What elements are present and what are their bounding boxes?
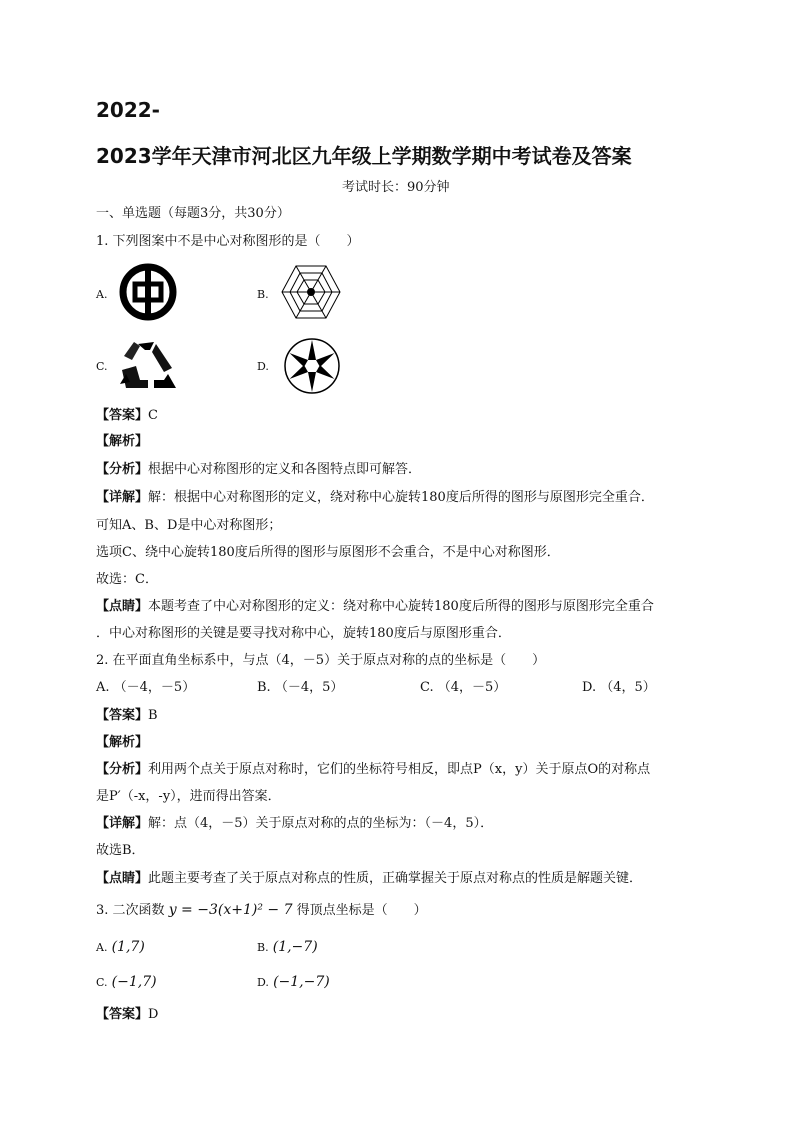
q1-option-c-label: C.	[96, 360, 108, 373]
q1-option-a-label: A.	[96, 288, 108, 301]
q1-analysis-heading: 【解析】	[96, 434, 149, 449]
duration: 考试时长：90分钟	[342, 180, 450, 195]
recycle-triangle-icon	[118, 338, 178, 392]
q3-answer: 【答案】D	[96, 1007, 159, 1022]
q1-answer: 【答案】C	[96, 408, 158, 423]
q1-xiangjie: 【详解】解：根据中心对称图形的定义，绕对称中心旋转180度后所得的图形与原图形完全重合．	[96, 490, 654, 505]
q1-dianjing: 【点睛】本题考查了中心对称图形的定义：绕对称中心旋转180度后所得的图形与原图形完全重合	[96, 599, 654, 614]
q1-fenxi: 【分析】根据中心对称图形的定义和各图特点即可解答．	[96, 462, 422, 477]
q3-stem: 3. 二次函数 y = −3(x+1)² − 7 得顶点坐标是（ ）	[96, 902, 427, 918]
q1-option-d-label: D.	[257, 360, 269, 373]
q3-option-c: C. (−1,7)	[96, 974, 157, 990]
q2-xiangjie: 【详解】解：点（4，－5）关于原点对称的点的坐标为：（－4，5）．	[96, 816, 494, 831]
q2-dianjing: 【点睛】此题主要考查了关于原点对称点的性质，正确掌握关于原点对称点的性质是解题关键．	[96, 871, 643, 886]
q1-dianjing-2: ．中心对称图形的关键是要寻找对称中心，旋转180度后与原图形重合．	[96, 626, 511, 641]
hexagon-web-icon	[280, 264, 342, 320]
section-heading: 一、单选题（每题3分，共30分）	[96, 206, 290, 221]
q3-option-d: D. (−1,−7)	[257, 974, 330, 990]
q2-option-d: D. （4，5）	[582, 680, 656, 695]
q1-option-b-label: B.	[257, 288, 269, 301]
q3-option-a: A. (1,7)	[96, 939, 145, 955]
q1-stem: 1. 下列图案中不是中心对称图形的是（ ）	[96, 234, 360, 249]
q1-line-3: 选项C、绕中心旋转180度后所得的图形与原图形不会重合，不是中心对称图形．	[96, 545, 560, 560]
title-line-1: 2022-	[96, 98, 160, 122]
q1-line-2: 可知A、B、D是中心对称图形；	[96, 518, 282, 533]
q2-option-b: B. （－4，5）	[257, 680, 344, 695]
q2-analysis-heading: 【解析】	[96, 735, 149, 750]
q2-line-2: 故选B．	[96, 843, 145, 858]
q2-option-a: A. （－4，－5）	[96, 680, 196, 695]
q2-option-c: C. （4，－5）	[420, 680, 507, 695]
star-in-circle-icon	[282, 336, 342, 396]
q3-formula: y = −3(x+1)² − 7	[168, 902, 293, 918]
q3-option-b: B. (1,−7)	[257, 939, 318, 955]
q2-answer: 【答案】B	[96, 708, 158, 723]
q2-fenxi-2: 是P′（-x，-y），进而得出答案．	[96, 789, 281, 804]
q1-line-4: 故选：C．	[96, 572, 158, 587]
title-line-2: 2023学年天津市河北区九年级上学期数学期中考试卷及答案	[96, 144, 632, 168]
q2-fenxi: 【分析】利用两个点关于原点对称时，它们的坐标符号相反，即点P（x，y）关于原点O的对称点	[96, 762, 651, 777]
q2-stem: 2. 在平面直角坐标系中，与点（4，－5）关于原点对称的点的坐标是（ ）	[96, 653, 546, 668]
bank-logo-icon	[118, 262, 178, 322]
